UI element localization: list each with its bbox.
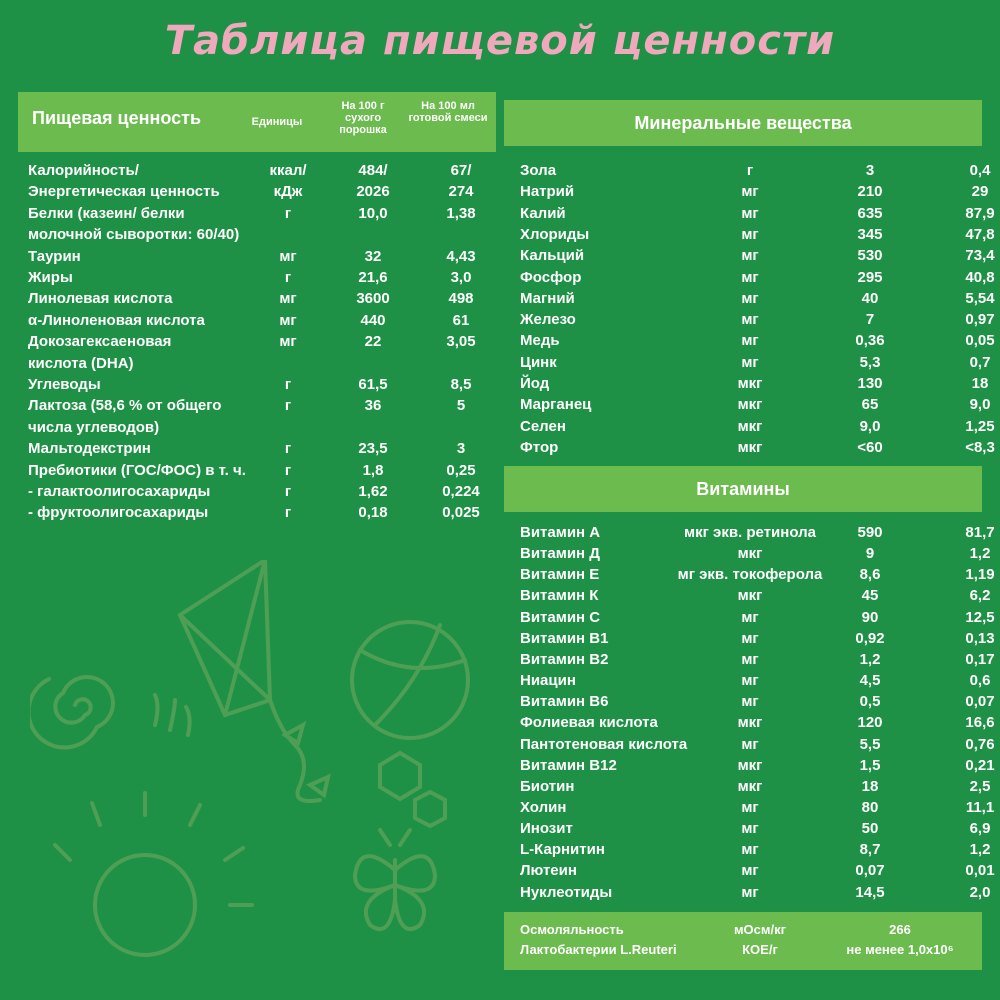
nutrient-v2: 498 [448,290,474,308]
mineral-unit: мг [741,247,759,265]
vitamins-header: Витамины [504,466,982,512]
vitamin-name: Фолиевая кислота [520,714,658,732]
mineral-row [520,203,995,224]
mineral-v1: 65 [861,396,879,414]
nutrient-name: Линолевая кислота [28,290,173,308]
mineral-v1: 40 [861,289,879,307]
mineral-v1: 7 [865,311,875,329]
nutrient-row [28,460,508,481]
page-title: Таблица пищевой ценности [164,18,836,64]
vitamin-v1: 14,5 [855,883,885,901]
footer-name: Лактобактерии L.Reuteri [520,942,677,957]
nutrient-v2: 8,5 [450,376,472,393]
nutrient-name: Калорийность/ [28,162,139,179]
nutrient-unit: г [284,461,292,479]
footer-row [520,940,980,960]
nutrient-v1: 36 [364,397,382,415]
nutrient-v1: 32 [364,247,382,265]
nutrient-name: Белки (казеин/ белки [28,204,185,222]
vitamin-v1: 1,5 [859,756,881,774]
mineral-v2: 0,05 [965,332,995,350]
mineral-v2: 0,4 [969,162,991,179]
mineral-unit: мг [741,332,759,350]
nutrient-v2: 3,0 [450,269,472,286]
vitamin-name: Витамин A [520,524,601,541]
vitamin-name: Лютеин [520,862,577,880]
vitamin-name: Нуклеотиды [520,883,613,901]
vitamin-row [520,691,995,712]
vitamin-unit: мг [741,672,759,690]
mineral-unit: мг [741,225,759,243]
vitamin-v2: 0,01 [965,862,995,880]
kite-icon [180,560,328,801]
mineral-unit: мг [741,353,759,371]
vitamin-v1: 18 [861,777,879,795]
mineral-v2: 40,8 [965,268,995,286]
vitamin-name: Ниацин [520,672,576,690]
nutrient-v1: 10,0 [358,204,388,222]
footer-box [504,912,982,970]
nutrient-name: Пребиотики (ГОС/ФОС) в т. ч. [28,461,246,479]
nutrient-v2: 274 [448,183,474,201]
spiral-icon [30,677,113,747]
nutrient-name: Таурин [28,247,81,265]
vitamin-v1: 0,92 [855,629,885,647]
mineral-name: Фтор [520,438,559,456]
mineral-row [520,267,995,288]
mineral-v1: 9,0 [859,417,881,435]
vitamin-row [520,776,991,797]
vitamin-v1: 80 [861,798,879,816]
butterfly-icon [355,830,435,929]
mineral-v1: 345 [857,225,883,243]
vitamin-v1: 9 [865,545,875,563]
vitamin-unit: мг [741,820,759,838]
mineral-row [520,352,991,373]
nutrient-unit: г [284,504,292,522]
mineral-v2: 0,97 [965,311,995,329]
vitamin-v1: 4,5 [859,672,881,690]
vitamin-unit: мг [741,798,759,816]
vitamin-unit: мг [741,650,759,668]
nutrient-v2: 0,224 [442,483,480,500]
grass-icon [155,695,190,735]
vitamin-row [520,882,991,903]
vitamin-v2: 0,13 [965,629,995,647]
mineral-v1: 530 [857,247,883,265]
vitamin-row [520,543,991,564]
vitamin-name: L-Карнитин [520,841,605,859]
mineral-unit: мкг [737,396,763,414]
vitamin-name: Биотин [520,777,575,795]
nutrient-unit: мг [279,247,297,265]
vitamin-unit: мкг [737,545,763,563]
nutrient-row [28,267,508,288]
mineral-v2: 1,25 [965,417,995,435]
vitamin-v1: 50 [861,820,879,838]
footer-name: Осмоляльность [520,922,624,937]
mineral-v2: 0,7 [969,353,991,371]
footer-row [520,920,980,940]
blocks-icon [380,753,445,826]
nutrient-v1: 440 [360,311,386,329]
nutrient-name: числа углеводов) [28,418,160,436]
nutrient-v1: 484/ [358,162,388,179]
vitamin-v2: 2,0 [969,883,991,901]
mineral-name: Калий [520,204,566,222]
vitamin-row [520,712,995,733]
mineral-v1: 0,36 [855,332,885,350]
nutrient-unit: г [284,204,292,222]
mineral-row [520,288,995,309]
vitamin-v2: 12,5 [965,608,995,626]
nutrient-unit: г [284,440,292,458]
nutrient-row [28,481,508,502]
nutrient-name: Жиры [28,269,73,286]
vitamin-v2: 81,7 [965,524,995,541]
nutrient-unit: ккал/ [269,162,307,179]
nutrient-v2: 61 [452,311,470,329]
vitamin-v2: 16,6 [965,714,995,732]
vitamin-v2: 0,76 [965,735,995,753]
ball-icon [352,622,468,738]
vitamin-row [520,860,995,881]
nutrient-name: Мальтодекстрин [28,440,151,458]
vitamin-v1: 45 [861,587,879,605]
vitamin-v1: 1,2 [859,650,881,668]
nutrient-v2: 4,43 [446,247,476,265]
header-per-100g: На 100 г сухого порошка [339,100,387,136]
nutrient-name: кислота (DHA) [28,354,134,372]
mineral-unit: мкг [737,438,763,456]
nutrient-row [28,310,508,331]
vitamin-unit: мкг [737,777,763,795]
vitamin-name: Пантотеновая кислота [520,735,688,753]
vitamin-name: Инозит [520,820,573,838]
nutrient-unit: г [284,269,292,286]
nutrient-row [28,160,508,181]
mineral-unit: г [746,162,754,179]
vitamin-row [520,797,995,818]
footer-value: не менее 1,0х10⁶ [846,942,954,957]
vitamin-unit: мг [741,629,759,647]
nutrient-v2: 5 [456,397,466,415]
vitamin-unit: мкг [737,714,763,732]
mineral-name: Йод [520,375,550,392]
mineral-v2: 47,8 [965,225,995,243]
nutrient-row [28,374,508,395]
mineral-unit: мг [741,204,759,222]
mineral-name: Железо [520,311,576,329]
mineral-name: Натрий [520,183,575,201]
vitamin-name: Витамин В2 [520,650,609,668]
mineral-v2: 18 [971,375,989,392]
mineral-v2: <8,3 [965,438,995,456]
mineral-row [520,245,995,266]
vitamin-row [520,522,995,543]
nutrient-name: α-Линоленовая кислота [28,311,205,329]
nutrient-v1: 23,5 [358,440,388,458]
mineral-row [520,309,995,330]
mineral-row [520,437,995,458]
mineral-v1: 295 [857,268,883,286]
nutrient-row [28,395,508,416]
mineral-row [520,373,989,394]
nutrient-unit: г [284,397,292,415]
mineral-v2: 9,0 [969,396,991,414]
vitamin-row [520,734,995,755]
vitamin-v2: 0,21 [965,756,995,774]
vitamin-v2: 6,2 [969,587,991,605]
mineral-v1: 210 [857,183,883,201]
nutrient-v2: 1,38 [446,204,476,222]
vitamin-v1: 0,5 [859,693,881,711]
vitamin-row [520,818,991,839]
nutrient-v1: 1,8 [362,461,384,479]
nutrient-v2: 67/ [450,162,472,179]
nutrient-name: Докозагексаеновая [28,333,172,351]
nutrient-unit: г [284,376,292,393]
mineral-unit: мкг [737,417,763,435]
mineral-unit: мг [741,289,759,307]
vitamin-v1: 5,5 [859,735,881,753]
vitamin-v1: 0,07 [855,862,885,880]
minerals-header: Минеральные вещества [504,100,982,146]
vitamin-row [520,628,995,649]
nutrient-row [28,288,508,309]
mineral-v1: 3 [865,162,875,179]
nutrient-v2: 3,05 [446,333,476,351]
nutrient-name: Энергетическая ценность [28,183,220,201]
header-units: Единицы [251,116,303,128]
nutrient-v1: 22 [364,333,382,351]
mineral-row [520,394,991,415]
vitamin-row [520,585,991,606]
vitamin-name: Холин [520,798,567,816]
vitamin-row [520,649,995,670]
mineral-name: Селен [520,417,566,435]
nutrient-row [28,502,508,523]
vitamin-unit: мг [741,883,759,901]
mineral-name: Зола [520,162,557,179]
vitamin-unit: мкг [737,587,763,605]
nutrient-name: Лактоза (58,6 % от общего [28,397,222,415]
mineral-row [520,330,995,351]
nutrient-v1: 61,5 [358,376,388,393]
vitamin-v1: 8,7 [859,841,881,859]
vitamin-name: Витамин С [520,608,601,626]
footer-unit: мОсм/кг [733,922,787,937]
header-per-100ml: На 100 мл готовой смеси [408,100,488,124]
vitamin-name: Витамин Д [520,545,600,563]
mineral-v2: 87,9 [965,204,995,222]
vitamin-v1: 590 [857,524,883,541]
vitamin-unit: мкг экв. ретинола [684,524,816,541]
vitamin-v2: 1,2 [969,841,991,859]
nutrient-name: молочной сыворотки: 60/40) [28,226,240,244]
nutrient-row [28,353,508,374]
vitamin-v1: 8,6 [859,566,881,584]
vitamin-unit: мг [741,862,759,880]
nutrient-unit: мг [279,333,297,351]
mineral-row [520,160,991,181]
doodle-illustrations [30,560,470,980]
vitamin-v2: 0,6 [969,672,991,690]
vitamin-name: Витамин Е [520,566,600,584]
vitamin-unit: мг [741,735,759,753]
mineral-name: Цинк [520,353,557,371]
header-nutrition-value: Пищевая ценность [32,108,202,128]
vitamin-v2: 11,1 [965,798,995,816]
mineral-v1: 635 [857,204,883,222]
vitamin-name: Витамин К [520,587,599,605]
vitamin-unit: мкг [737,756,763,774]
vitamin-name: Витамин В12 [520,756,617,774]
vitamin-v1: 90 [861,608,879,626]
vitamin-row [520,755,995,776]
nutrient-row [28,246,508,267]
nutrient-v1: 1,62 [358,483,388,500]
vitamin-row [520,670,991,691]
nutrition-table-header [18,92,496,152]
nutrient-v1: 0,18 [358,504,388,522]
nutrient-v1: 21,6 [358,269,388,286]
vitamin-row [520,607,995,628]
vitamin-unit: мг [741,608,759,626]
mineral-name: Фосфор [520,268,582,286]
footer-unit: КОЕ/г [742,942,778,957]
mineral-name: Кальций [520,247,585,265]
nutrient-name: - галактоолигосахариды [28,483,211,500]
mineral-v2: 29 [971,183,989,201]
mineral-v2: 73,4 [965,247,995,265]
sun-icon [55,793,252,955]
nutrient-row [28,417,508,438]
mineral-v1: 130 [857,375,883,392]
mineral-name: Медь [520,332,560,350]
nutrient-row [28,181,508,202]
mineral-row [520,416,995,437]
mineral-name: Хлориды [520,225,590,243]
vitamin-v2: 6,9 [969,820,991,838]
nutrient-v2: 3 [456,440,466,458]
vitamin-v2: 0,07 [965,693,995,711]
nutrient-row [28,438,508,459]
vitamin-unit: мг [741,693,759,711]
nutrient-row [28,203,508,224]
nutrient-row [28,224,508,245]
nutrient-v1: 2026 [356,183,390,201]
nutrient-name: - фруктоолигосахариды [28,504,209,522]
vitamin-name: Витамин В6 [520,693,609,711]
nutrient-unit: кДж [273,183,303,201]
mineral-unit: мг [741,311,759,329]
vitamin-v2: 2,5 [969,777,991,795]
mineral-row [520,181,989,202]
mineral-unit: мг [741,183,759,201]
nutrient-unit: г [284,483,292,500]
mineral-v2: 5,54 [965,289,995,307]
nutrient-row [28,331,508,352]
vitamin-v2: 1,19 [965,566,995,584]
mineral-name: Магний [520,289,575,307]
nutrient-v1: 3600 [356,290,390,308]
mineral-unit: мкг [737,375,763,392]
vitamin-row [520,839,991,860]
mineral-v1: 5,3 [859,353,881,371]
vitamin-v2: 1,2 [969,545,991,563]
vitamin-v1: 120 [857,714,883,732]
nutrient-v2: 0,025 [442,504,480,522]
vitamin-unit: мг [741,841,759,859]
vitamin-row [520,564,995,585]
nutrient-name: Углеводы [28,376,101,393]
vitamin-v2: 0,17 [965,650,995,668]
mineral-v1: <60 [857,438,883,456]
nutrient-v2: 0,25 [446,461,476,479]
nutrient-unit: мг [279,290,297,308]
vitamin-unit: мг экв. токоферола [677,566,823,584]
mineral-row [520,224,995,245]
nutrient-unit: мг [279,311,297,329]
mineral-name: Марганец [520,396,592,414]
footer-value: 266 [889,922,911,937]
mineral-unit: мг [741,268,759,286]
vitamin-name: Витамин В1 [520,629,609,647]
